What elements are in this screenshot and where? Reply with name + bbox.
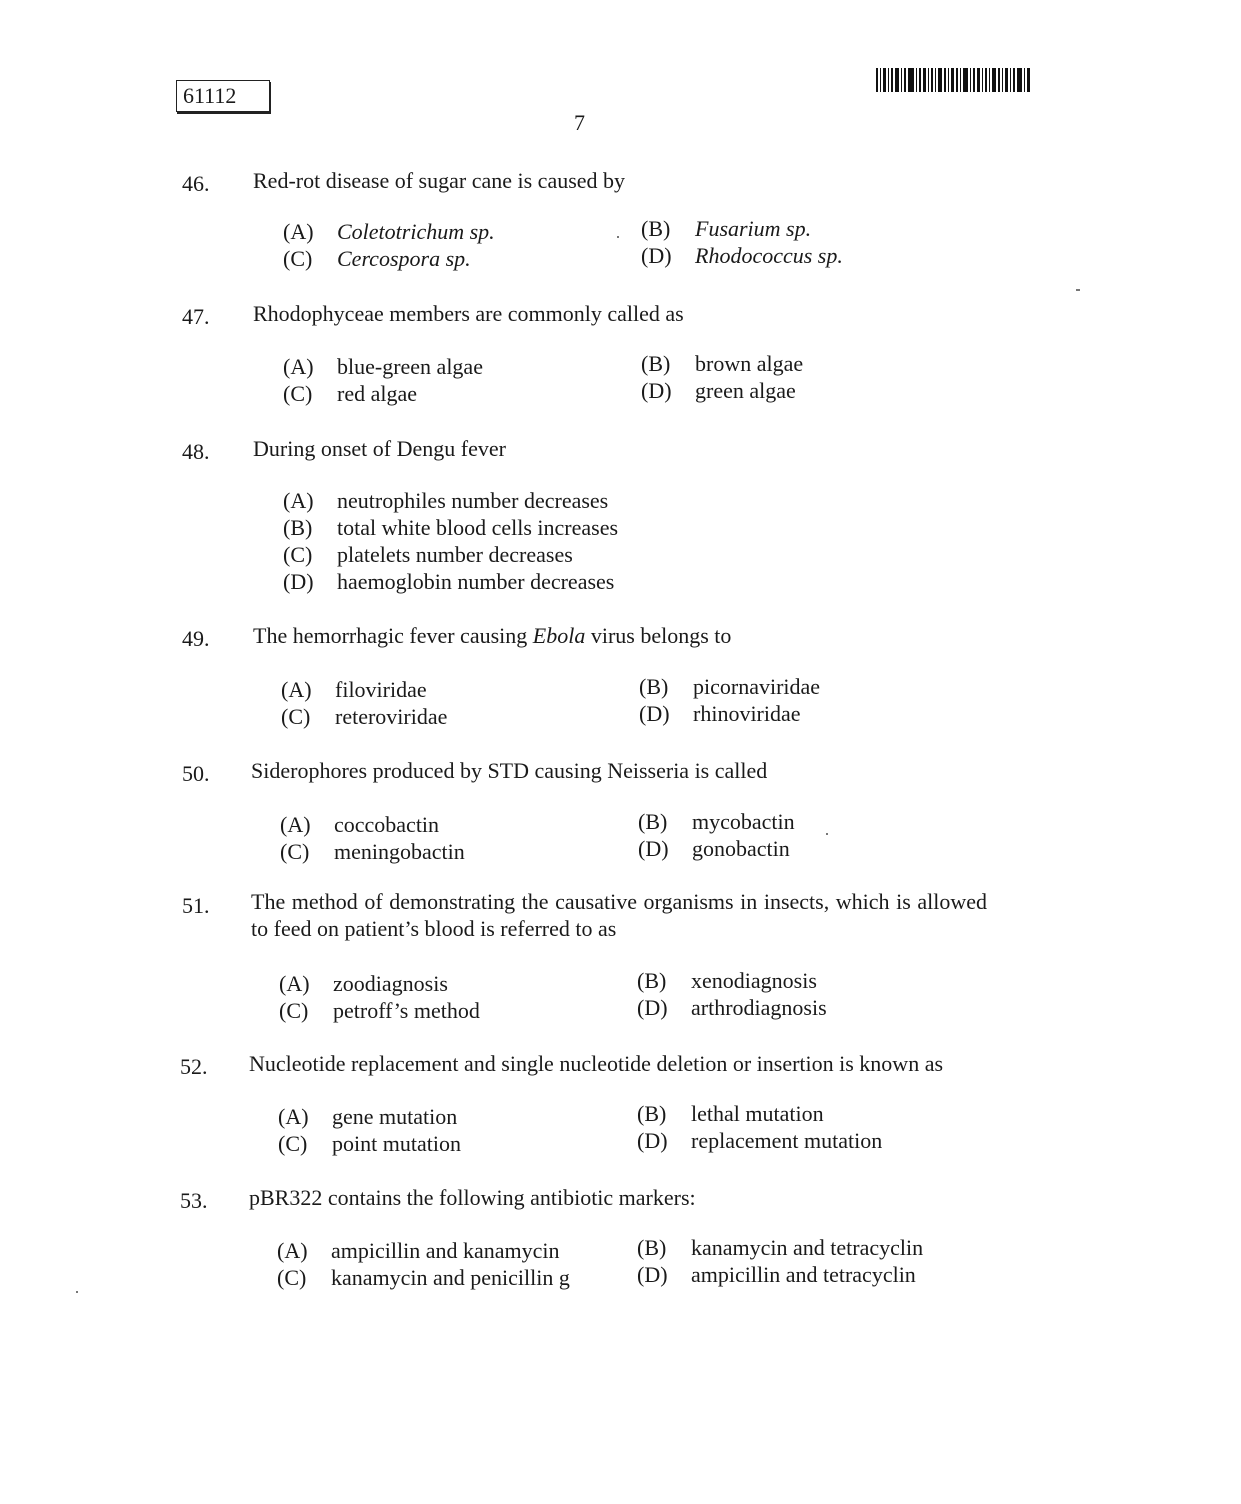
option-a: (A) coccobactin [280,812,440,837]
question-text: Nucleotide replacement and single nucleotide deletion or insertion is known as [249,1051,944,1076]
option-d: (D) rhinoviridae [639,701,801,726]
option-a: (A) Coletotrichum sp. [283,219,495,244]
option-d: (D) green algae [641,378,796,403]
option-d: (D) gonobactin [638,836,790,861]
option-a: (A) zoodiagnosis [279,971,448,996]
scan-speck [617,236,619,238]
page-number: 7 [574,110,585,135]
question-number: 51. [182,893,210,918]
option-b: (B) kanamycin and tetracyclin [637,1235,924,1260]
question-text: The method of demonstrating the causative organisms in insects, which is allowed to feed on patient’s blood is referred to as [251,889,987,941]
option-c: (C) point mutation [278,1131,461,1156]
question-text: The hemorrhagic fever causing Ebola virus belongs to [253,623,732,648]
scan-speck [76,1291,78,1293]
option-c: (C) Cercospora sp. [283,246,471,271]
question-number: 46. [182,171,210,196]
option-c: (C) platelets number decreases [283,542,573,567]
option-a: (A) ampicillin and kanamycin [277,1238,560,1263]
option-b: (B) picornaviridae [639,674,821,699]
option-b: (B) brown algae [641,351,804,376]
option-b: (B) xenodiagnosis [637,968,817,993]
option-a: (A) gene mutation [278,1104,458,1129]
question-number: 53. [180,1188,208,1213]
question-text: Rhodophyceae members are commonly called as [253,301,684,326]
option-c: (C) reteroviridae [281,704,448,729]
question-text: Siderophores produced by STD causing Neisseria is called [251,758,768,783]
question-number: 50. [182,761,210,786]
option-d: (D) haemoglobin number decreases [283,569,615,594]
option-d: (D) Rhodococcus sp. [641,243,843,268]
paper-code: 61112 [176,80,270,112]
option-d: (D) arthrodiagnosis [637,995,827,1020]
option-a: (A) filoviridae [281,677,427,702]
option-d: (D) ampicillin and tetracyclin [637,1262,916,1287]
option-a: (A) blue-green algae [283,354,483,379]
option-d: (D) replacement mutation [637,1128,883,1153]
option-b: (B) total white blood cells increases [283,515,619,540]
question-number: 48. [182,439,210,464]
option-c: (C) red algae [283,381,417,406]
option-c: (C) meningobactin [280,839,465,864]
barcode-icon [876,68,1030,92]
option-b: (B) Fusarium sp. [641,216,812,241]
question-number: 52. [180,1054,208,1079]
question-text: During onset of Dengu fever [253,436,506,461]
option-c: (C) petroff’s method [279,998,480,1023]
scan-speck [826,833,828,835]
question-text: pBR322 contains the following antibiotic markers: [249,1185,696,1210]
option-a: (A) neutrophiles number decreases [283,488,609,513]
scan-speck [1076,289,1080,291]
option-b: (B) lethal mutation [637,1101,824,1126]
question-number: 47. [182,304,210,329]
question-number: 49. [182,626,210,651]
question-text: Red-rot disease of sugar cane is caused by [253,168,626,193]
option-c: (C) kanamycin and penicillin g [277,1265,570,1290]
option-b: (B) mycobactin [638,809,795,834]
